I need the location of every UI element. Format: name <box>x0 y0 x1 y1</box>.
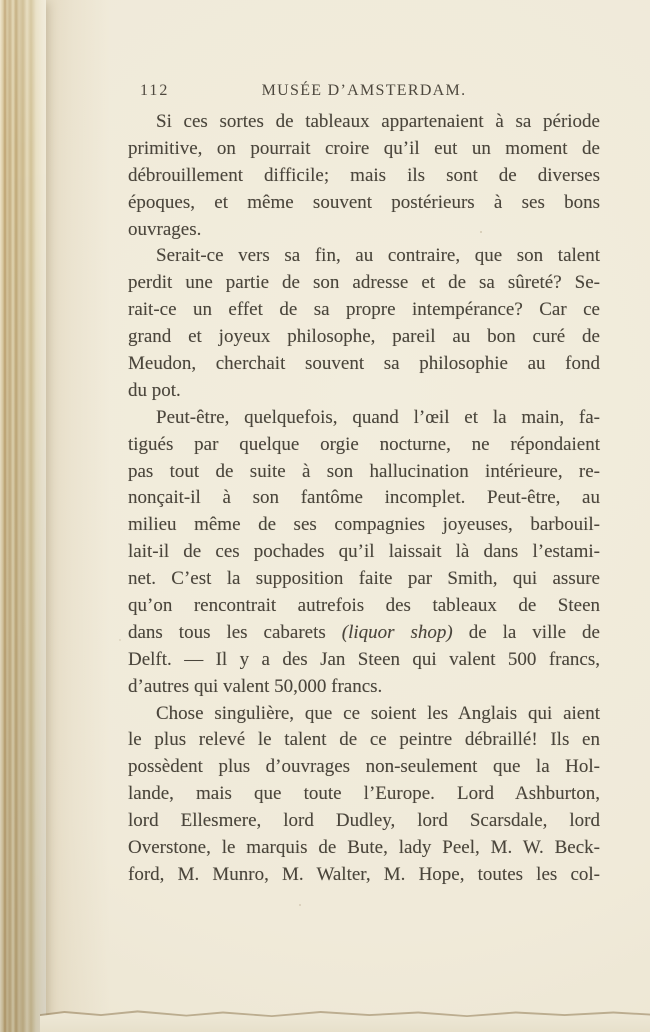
page-header <box>128 82 600 104</box>
text-line: possèdent plus d’ouvrages non-seulement que la Hol- <box>128 756 600 778</box>
text-line: primitive, on pourrait croire qu’il eut un moment de <box>128 137 600 159</box>
text-line: lord Ellesmere, lord Dudley, lord Scarsdale, lord <box>128 810 600 832</box>
text-line: Serait-ce vers sa fin, au contraire, que son talent <box>156 245 600 267</box>
text-line: pas tout de suite à son hallucination intérieure, re- <box>128 460 600 482</box>
text-line: du pot. <box>128 379 181 401</box>
text-line: lande, mais que toute l’Europe. Lord Ashburton, <box>128 783 600 805</box>
text-line: ford, M. Munro, M. Walter, M. Hope, toutes les col- <box>128 863 600 885</box>
text-line: qu’on rencontrait autrefois des tableaux de Steen <box>128 595 600 617</box>
text-line: milieu même de ses compagnies joyeuses, barbouil- <box>128 514 600 536</box>
text-line: lait-il de ces pochades qu’il laissait là dans l’estami- <box>128 541 600 563</box>
text-line: époques, et même souvent postérieurs à ses bons <box>128 191 600 213</box>
text-line: le plus relevé le talent de ce peintre débraillé! Ils en <box>128 729 600 751</box>
text-line: Peut-être, quelquefois, quand l’œil et la main, fa- <box>156 406 600 428</box>
text-line: d’autres qui valent 50,000 francs. <box>128 675 383 697</box>
text-line: Chose singulière, que ce soient les Anglais qui aient <box>156 702 600 724</box>
text-line: Si ces sortes de tableaux appartenaient à sa période <box>156 111 600 132</box>
text-line: perdit une partie de son adresse et de sa sûreté? Se- <box>128 272 600 294</box>
page-number: 112 <box>140 82 170 99</box>
text-line: rait-ce un effet de sa propre intempérance? Car ce <box>128 299 600 321</box>
text-line: ouvrages. <box>128 218 202 240</box>
book-binding-edge <box>0 0 46 1032</box>
text-line: Delft. — Il y a des Jan Steen qui valent 500 francs, <box>128 648 600 670</box>
text-line: tigués par quelque orgie nocturne, ne répondaient <box>128 433 600 455</box>
text-line: net. C’est la supposition faite par Smith, qui assure <box>128 568 600 590</box>
running-title: MUSÉE D’AMSTERDAM. <box>261 82 467 99</box>
text-line: Meudon, cherchait souvent sa philosophie au fond <box>128 353 600 375</box>
text-block <box>128 109 600 889</box>
text-line: débrouillement difficile; mais ils sont de diverses <box>128 164 600 186</box>
text-line: dans tous les cabarets (liquor shop) de la ville de <box>128 621 600 643</box>
text-line: Overstone, le marquis de Bute, lady Peel, M. W. Beck- <box>128 837 600 859</box>
under-page-edge <box>40 1007 650 1032</box>
text-line: grand et joyeux philosophe, pareil au bon curé de <box>128 326 600 348</box>
text-line: nonçait-il à son fantôme incomplet. Peut-être, au <box>128 487 600 509</box>
